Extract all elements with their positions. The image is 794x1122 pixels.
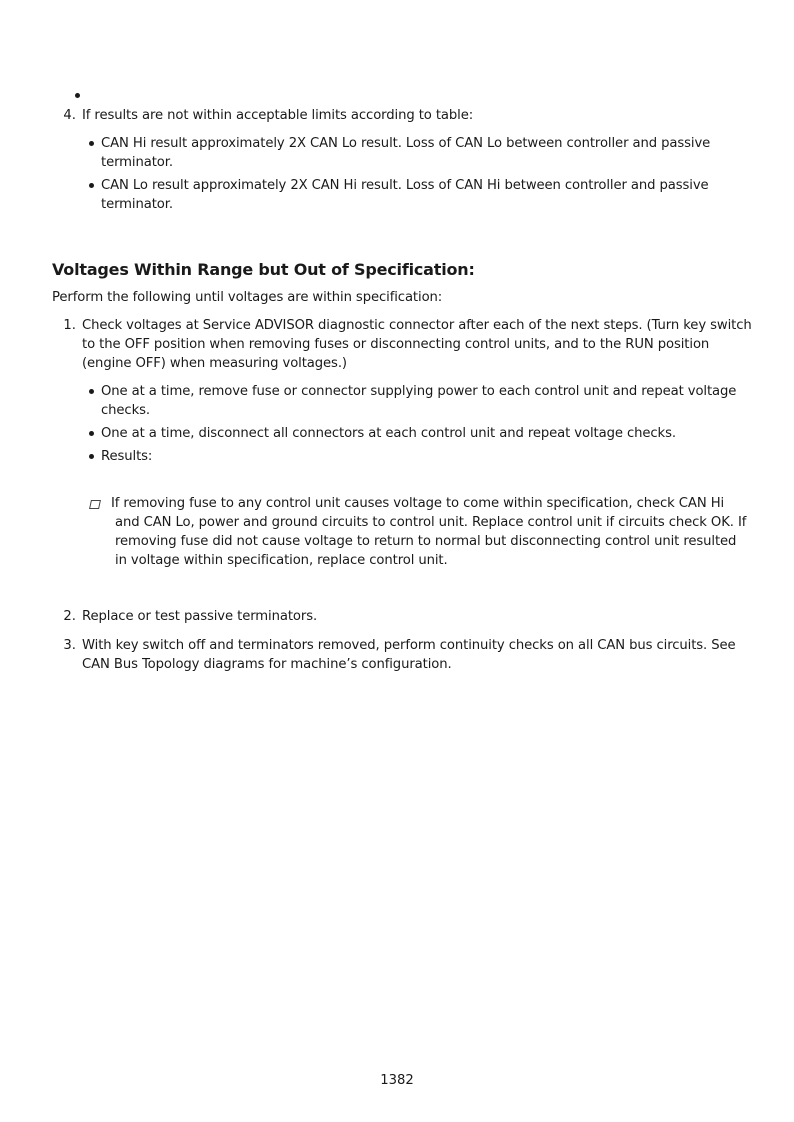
step-text: (engine OFF) when measuring voltages.) <box>82 356 347 371</box>
result-text: in voltage within specification, replace control unit. <box>115 553 448 568</box>
bullet-text: terminator. <box>101 197 173 212</box>
bullet <box>89 389 94 394</box>
bullet-text: One at a time, disconnect all connectors at each control unit and repeat voltage checks. <box>101 426 676 441</box>
bullet-text: checks. <box>101 403 150 418</box>
step-text: to the OFF position when removing fuses or disconnecting control units, and to the RUN position <box>82 337 710 352</box>
bullet-text: CAN Hi result approximately 2X CAN Lo result. Loss of CAN Lo between controller and passive <box>101 136 711 151</box>
bullet-text: CAN Lo result approximately 2X CAN Hi result. Loss of CAN Hi between controller and passive <box>101 178 709 193</box>
empty-bullet <box>75 93 80 98</box>
bullet <box>89 141 94 146</box>
step-number: 2. <box>63 609 76 624</box>
section-heading: Voltages Within Range but Out of Specification: <box>52 260 475 279</box>
step-number: 1. <box>63 318 76 333</box>
result-text: If removing fuse to any control unit causes voltage to come within specification, check CAN Hi <box>111 496 725 511</box>
step-text: Replace or test passive terminators. <box>82 609 318 624</box>
bullet-text: Results: <box>101 449 153 464</box>
step-text: Check voltages at Service ADVISOR diagnostic connector after each of the next steps. (Turn key switch <box>82 318 752 333</box>
step-text: With key switch off and terminators removed, perform continuity checks on all CAN bus circuits. See <box>82 638 736 653</box>
checkbox-icon <box>89 500 101 509</box>
page-number: 1382 <box>380 1073 414 1088</box>
bullet <box>89 454 94 459</box>
result-text: removing fuse did not cause voltage to return to normal but disconnecting control unit resulted <box>115 534 737 549</box>
section-intro: Perform the following until voltages are within specification: <box>52 290 443 305</box>
list-item-text: If results are not within acceptable limits according to table: <box>82 108 474 123</box>
bullet-text: terminator. <box>101 155 173 170</box>
step-text: CAN Bus Topology diagrams for machine’s configuration. <box>82 657 452 672</box>
list-item-number: 4. <box>63 108 76 123</box>
bullet-text: One at a time, remove fuse or connector supplying power to each control unit and repeat voltage <box>101 384 737 399</box>
step-number: 3. <box>63 638 76 653</box>
bullet <box>89 431 94 436</box>
result-text: and CAN Lo, power and ground circuits to control unit. Replace control unit if circuits check OK. If <box>115 515 747 530</box>
bullet <box>89 183 94 188</box>
